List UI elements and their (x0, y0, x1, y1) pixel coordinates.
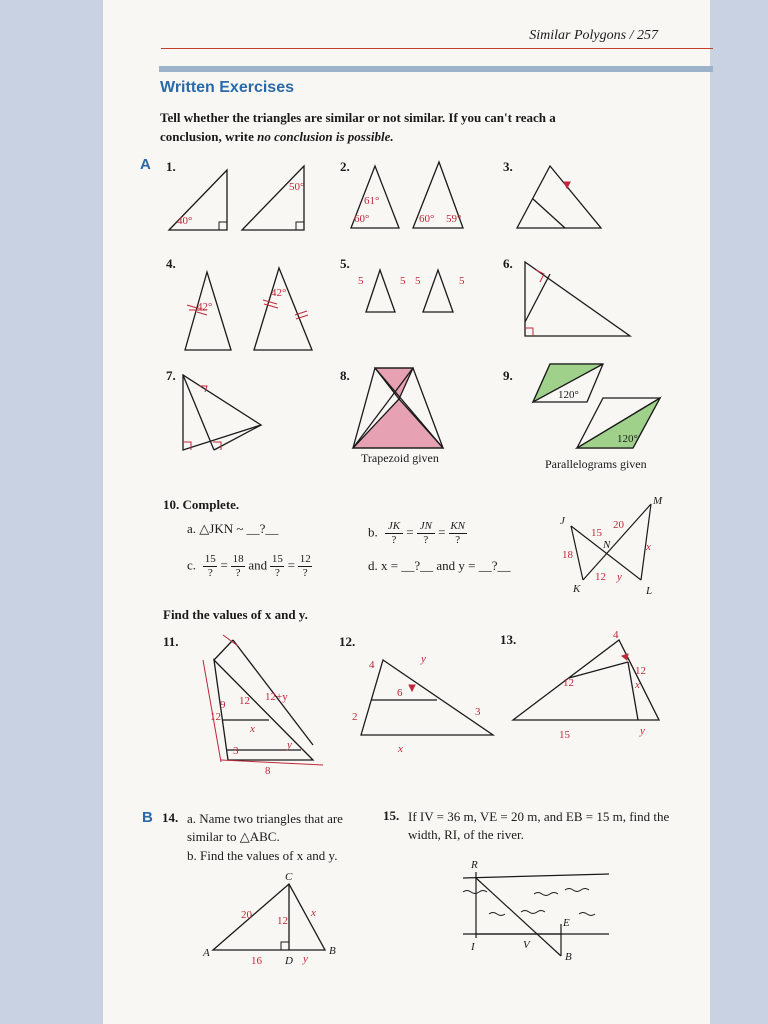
label-D: D (285, 955, 293, 967)
ex12-4: 4 (369, 659, 375, 671)
label-R: R (471, 859, 478, 871)
ex14-12: 12 (277, 915, 288, 927)
exercise-14b: b. Find the values of x and y. (187, 848, 338, 863)
exercise-6-number: 6. (503, 256, 513, 271)
ex14-20: 20 (241, 909, 252, 921)
ex14-x: x (311, 907, 316, 919)
figure-2-angle-60a: 60° (354, 213, 370, 225)
ratio-jk: JK (387, 520, 401, 532)
label-C: C (285, 871, 293, 883)
ex14-y: y (303, 953, 308, 965)
ratio-den-1: ? (391, 534, 397, 546)
ex11-3: 3 (233, 745, 239, 757)
figure-9-angle-a: 120° (558, 389, 579, 401)
ex11-12a: 12 (239, 695, 250, 707)
ex11-12y: 12+y (265, 691, 288, 703)
frac-den-d: ? (302, 567, 308, 579)
figure-5-triangle-b (423, 270, 453, 312)
exercise-10-figure (543, 490, 663, 600)
figure-2-angle-61: 61° (364, 195, 380, 207)
exercise-1-number: 1. (166, 159, 176, 174)
exercise-2-number: 2. (340, 159, 350, 174)
level-b-marker: B (142, 809, 153, 826)
figure-1-angle-label: 40° (177, 215, 193, 227)
exercise-14-figure (201, 868, 341, 968)
figure-5-side-b: 5 (400, 275, 406, 287)
and-word: and (248, 557, 268, 573)
ex13-x: x (635, 679, 640, 691)
figure-4-angle-b: 42° (271, 287, 287, 299)
figure-8-caption: Trapezoid given (361, 451, 439, 465)
exercise-3-number: 3. (503, 159, 513, 174)
exercise-15-number: 15. (383, 808, 400, 823)
running-head: Similar Polygons / 257 (529, 28, 658, 43)
label-15: 15 (591, 527, 602, 539)
label-12: 12 (595, 571, 606, 583)
ex14-16: 16 (251, 955, 262, 967)
figure-7-triangle (183, 375, 261, 450)
label-K: K (573, 583, 581, 595)
label-J: J (560, 515, 565, 527)
label-M: M (653, 495, 663, 507)
label-y: y (617, 571, 622, 583)
frac-18: 18 (232, 553, 244, 565)
exercise-13-number: 13. (500, 632, 517, 647)
figure-12-triangle (361, 660, 493, 735)
section-title: Written Exercises (160, 79, 294, 96)
label-x: x (646, 541, 651, 553)
textbook-page (103, 0, 710, 1024)
ex13-12a: 12 (635, 665, 646, 677)
figure-5-triangle-a (366, 270, 395, 312)
figure-2-angle-60b: 60° (419, 213, 435, 225)
ex13-4: 4 (613, 629, 619, 641)
exercise-15-text: If IV = 36 m, VE = 20 m, and EB = 15 m, find the width, RI, of the river. (408, 809, 670, 842)
exercise-5-number: 5. (340, 256, 350, 271)
level-a-marker: A (140, 156, 151, 173)
label-E: E (563, 917, 570, 929)
ex12-3: 3 (475, 706, 481, 718)
label-20: 20 (613, 519, 624, 531)
ex13-12-left: 12 (563, 677, 574, 689)
exercise-12-number: 12. (339, 634, 356, 649)
figure-9-angle-b: 120° (617, 433, 638, 445)
ex13-15: 15 (559, 729, 570, 741)
figure-4-angle-a: 42° (197, 301, 213, 313)
ratio-den-2: ? (423, 534, 429, 546)
exercise-8-number: 8. (340, 368, 350, 383)
exercise-10c: c. 15 ? = 18 ? and 15 ? = 12 ? (187, 553, 311, 579)
frac-den-a: ? (207, 567, 213, 579)
label-N: N (603, 539, 611, 551)
ratio-den-3: ? (455, 534, 461, 546)
ex12-y: y (421, 653, 426, 665)
figure-6-triangle (525, 262, 630, 336)
exercise-4-number: 4. (166, 256, 176, 271)
figures-1-to-9 (103, 0, 710, 480)
exercise-15-figure (459, 852, 619, 967)
label-B: B (329, 945, 336, 957)
label-A: A (203, 947, 210, 959)
figure-11-triangle (214, 660, 313, 760)
exercise-14-number: 14. (162, 810, 179, 825)
ex11-y: y (287, 739, 292, 751)
frac-15b: 15 (271, 553, 283, 565)
exercise-10a: a. △JKN ~ __?__ (187, 521, 279, 536)
figure-2-angle-label: 50° (289, 181, 305, 193)
figures-11-to-13 (103, 620, 710, 790)
ex11-8: 8 (265, 765, 271, 777)
ex11-12b: 12 (210, 711, 221, 723)
ex11-9: 9 (220, 699, 226, 711)
figure-3-triangle (517, 166, 601, 228)
exercise-14a: a. Name two triangles that are similar to △ABC. (187, 811, 343, 844)
figure-9-caption: Parallelograms given (545, 457, 647, 471)
frac-den-b: ? (235, 567, 241, 579)
ratio-jn: JN (419, 520, 432, 532)
exercise-10b: b. JK ? = JN ? = KN ? (368, 520, 466, 546)
exercise-10-heading: 10. Complete. (163, 497, 240, 512)
instruction-text: Tell whether the triangles are similar or not similar. If you can't reach a conclusion, write (160, 110, 556, 144)
ex12-x: x (398, 743, 403, 755)
exercise-10b-label: b. (368, 524, 378, 540)
figure-4-triangle-b (254, 268, 312, 350)
label-18: 18 (562, 549, 573, 561)
ex12-6: 6 (397, 687, 403, 699)
instruction-italic: no conclusion is possible. (257, 129, 394, 144)
find-values-instruction: Find the values of x and y. (163, 607, 308, 622)
label-L: L (646, 585, 653, 597)
label-B: B (565, 951, 572, 963)
figure-5-side-c: 5 (415, 275, 421, 287)
exercise-10c-label: c. (187, 557, 197, 573)
ratio-kn: KN (450, 520, 466, 532)
figure-5-side-a: 5 (358, 275, 364, 287)
label-V: V (523, 939, 530, 951)
frac-12: 12 (299, 553, 311, 565)
exercise-11-number: 11. (163, 634, 179, 649)
exercise-7-number: 7. (166, 368, 176, 383)
frac-15a: 15 (204, 553, 216, 565)
figure-5-side-d: 5 (459, 275, 465, 287)
exercise-9-number: 9. (503, 368, 513, 383)
ex13-y: y (640, 725, 645, 737)
ex11-x: x (250, 723, 255, 735)
ex12-2: 2 (352, 711, 358, 723)
label-I: I (471, 941, 475, 953)
figure-2-angle-59: 59° (446, 213, 462, 225)
exercise-10d: d. x = __?__ and y = __?__ (368, 558, 511, 573)
frac-den-c: ? (274, 567, 280, 579)
figure-1-triangle-b (242, 166, 304, 230)
